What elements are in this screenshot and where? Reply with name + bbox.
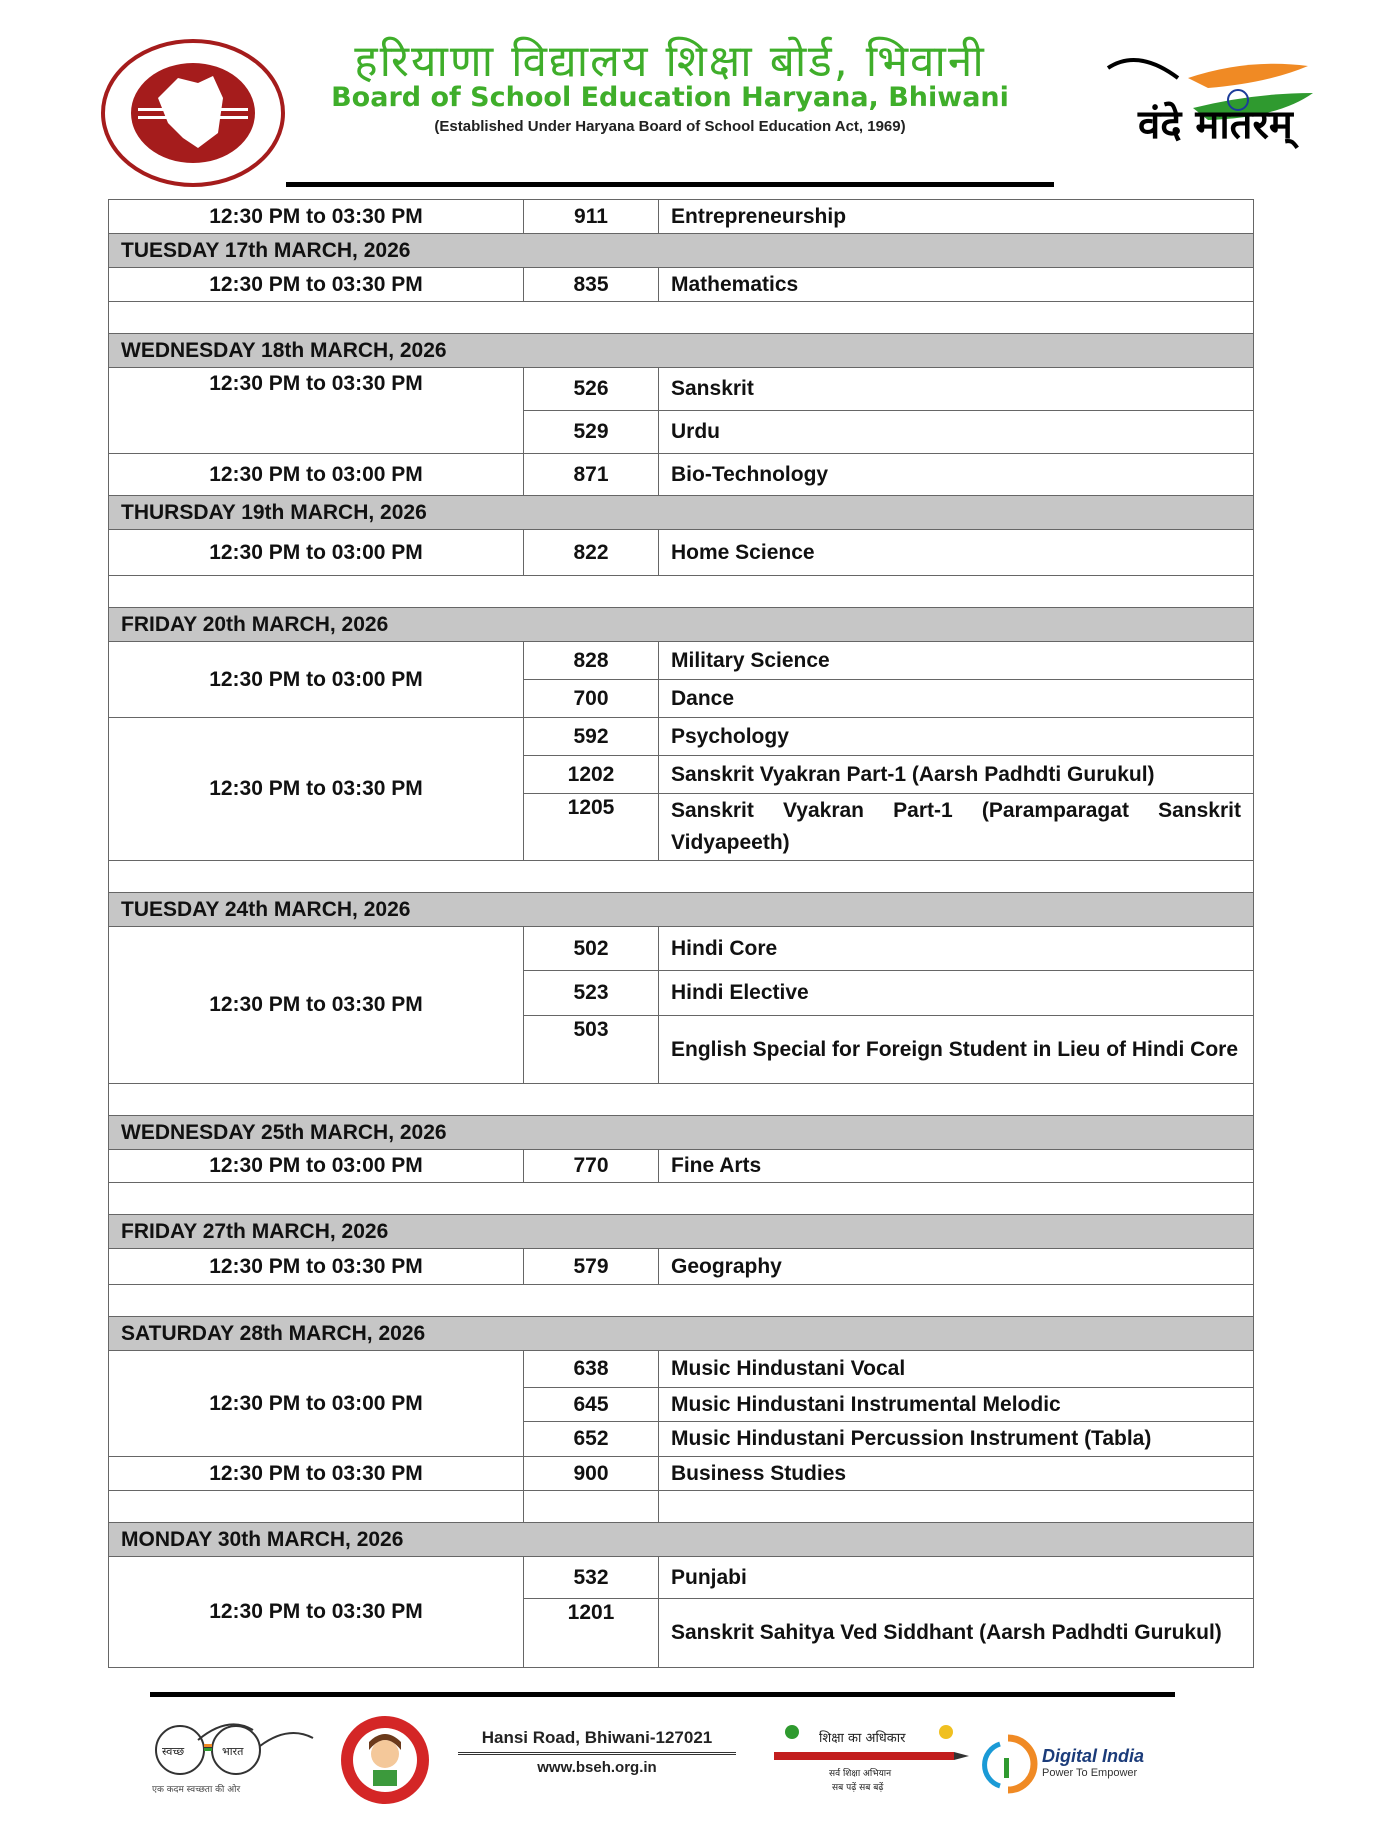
spacer-row bbox=[109, 1491, 1254, 1523]
svg-text:स्वच्छ: स्वच्छ bbox=[162, 1745, 185, 1758]
spacer-cell bbox=[109, 1491, 524, 1523]
day-header: THURSDAY 19th MARCH, 2026 bbox=[109, 496, 1254, 530]
spacer-cell bbox=[109, 1285, 1254, 1317]
subject-name: Sanskrit bbox=[659, 368, 1254, 411]
subject-name: Entrepreneurship bbox=[659, 200, 1254, 234]
exam-row bbox=[109, 454, 1254, 496]
board-title-hindi: हरियाणा विद्यालय शिक्षा बोर्ड, भिवानी bbox=[354, 36, 986, 87]
subject-name: Home Science bbox=[659, 530, 1254, 576]
header-divider bbox=[286, 182, 1054, 187]
exam-time: 12:30 PM to 03:00 PM bbox=[109, 1150, 524, 1183]
subject-name: Sanskrit Vyakran Part-1 (Paramparagat Sanskrit Vidyapeeth) bbox=[659, 794, 1254, 861]
subject-code: 1201 bbox=[524, 1599, 659, 1668]
svg-text:Power To Empower: Power To Empower bbox=[1042, 1767, 1138, 1779]
subject-code: 1202 bbox=[524, 756, 659, 794]
subject-name: Business Studies bbox=[659, 1457, 1254, 1491]
subject-code: 645 bbox=[524, 1388, 659, 1422]
footer-address-block bbox=[458, 1728, 736, 1776]
svg-text:एक कदम स्वच्छता की ओर: एक कदम स्वच्छता की ओर bbox=[152, 1785, 241, 1795]
spacer-cell bbox=[524, 1491, 659, 1523]
subject-name: Sanskrit Vyakran Part-1 (Aarsh Padhdti Gurukul) bbox=[659, 756, 1254, 794]
exam-time: 12:30 PM to 03:30 PM bbox=[109, 200, 524, 234]
exam-time: 12:30 PM to 03:00 PM bbox=[109, 1351, 524, 1457]
day-header: MONDAY 30th MARCH, 2026 bbox=[109, 1523, 1254, 1557]
spacer-row bbox=[109, 302, 1254, 334]
subject-name: Mathematics bbox=[659, 268, 1254, 302]
exam-time: 12:30 PM to 03:30 PM bbox=[109, 1249, 524, 1285]
exam-time: 12:30 PM to 03:30 PM bbox=[109, 718, 524, 861]
svg-text:शिक्षा का अधिकार: शिक्षा का अधिकार bbox=[819, 1731, 906, 1746]
subject-name: Music Hindustani Vocal bbox=[659, 1351, 1254, 1388]
subject-name: Hindi Elective bbox=[659, 971, 1254, 1016]
spacer-row bbox=[109, 1285, 1254, 1317]
subject-name: Urdu bbox=[659, 411, 1254, 454]
subject-code: 828 bbox=[524, 642, 659, 680]
subject-code: 1205 bbox=[524, 794, 659, 861]
day-header: TUESDAY 17th MARCH, 2026 bbox=[109, 234, 1254, 268]
exam-time: 12:30 PM to 03:00 PM bbox=[109, 454, 524, 496]
subject-code: 835 bbox=[524, 268, 659, 302]
spacer-cell bbox=[659, 1491, 1254, 1523]
subject-name: Dance bbox=[659, 680, 1254, 718]
exam-row bbox=[109, 268, 1254, 302]
footer-address: Hansi Road, Bhiwani-127021 bbox=[458, 1728, 736, 1755]
subject-name: Geography bbox=[659, 1249, 1254, 1285]
day-header-row bbox=[109, 1215, 1254, 1249]
exam-time: 12:30 PM to 03:30 PM bbox=[109, 1457, 524, 1491]
svg-text:वंदे मातरम्: वंदे मातरम् bbox=[1138, 102, 1293, 148]
svg-text:Digital India: Digital India bbox=[1042, 1746, 1145, 1766]
exam-row bbox=[109, 642, 1254, 680]
exam-row bbox=[109, 1457, 1254, 1491]
day-header: WEDNESDAY 18th MARCH, 2026 bbox=[109, 334, 1254, 368]
day-header-row bbox=[109, 893, 1254, 927]
swachh-bharat-icon bbox=[148, 1720, 318, 1805]
bseh-emblem-icon bbox=[98, 38, 288, 188]
day-header-row bbox=[109, 334, 1254, 368]
spacer-row bbox=[109, 1183, 1254, 1215]
exam-time: 12:30 PM to 03:30 PM bbox=[109, 268, 524, 302]
footer-divider bbox=[150, 1692, 1175, 1697]
shiksha-ka-adhikar-icon bbox=[764, 1712, 974, 1807]
subject-name: Hindi Core bbox=[659, 927, 1254, 971]
subject-name: Music Hindustani Instrumental Melodic bbox=[659, 1388, 1254, 1422]
day-header-row bbox=[109, 234, 1254, 268]
exam-row bbox=[109, 368, 1254, 411]
subject-code: 638 bbox=[524, 1351, 659, 1388]
exam-time: 12:30 PM to 03:30 PM bbox=[109, 368, 524, 454]
subject-name: Music Hindustani Percussion Instrument (Tabla) bbox=[659, 1422, 1254, 1457]
beti-bachao-icon bbox=[337, 1712, 433, 1813]
exam-row bbox=[109, 1249, 1254, 1285]
day-header-row bbox=[109, 1523, 1254, 1557]
day-header: WEDNESDAY 25th MARCH, 2026 bbox=[109, 1116, 1254, 1150]
exam-row bbox=[109, 718, 1254, 756]
established-note: (Established Under Haryana Board of School Education Act, 1969) bbox=[434, 118, 906, 135]
exam-time: 12:30 PM to 03:00 PM bbox=[109, 642, 524, 718]
subject-code: 770 bbox=[524, 1150, 659, 1183]
svg-text:भारत: भारत bbox=[222, 1745, 244, 1758]
footer-website[interactable]: www.bseh.org.in bbox=[537, 1759, 657, 1776]
svg-text:सर्व शिक्षा अभियान: सर्व शिक्षा अभियान bbox=[829, 1769, 892, 1779]
day-header-row bbox=[109, 1116, 1254, 1150]
exam-row bbox=[109, 927, 1254, 971]
spacer-cell bbox=[109, 302, 1254, 334]
spacer-cell bbox=[109, 1084, 1254, 1116]
exam-time: 12:30 PM to 03:30 PM bbox=[109, 927, 524, 1084]
subject-name: Psychology bbox=[659, 718, 1254, 756]
subject-code: 523 bbox=[524, 971, 659, 1016]
digital-india-icon bbox=[980, 1730, 1170, 1805]
subject-code: 652 bbox=[524, 1422, 659, 1457]
subject-name: Punjabi bbox=[659, 1557, 1254, 1599]
subject-code: 871 bbox=[524, 454, 659, 496]
day-header-row bbox=[109, 1317, 1254, 1351]
day-header: SATURDAY 28th MARCH, 2026 bbox=[109, 1317, 1254, 1351]
spacer-cell bbox=[109, 861, 1254, 893]
subject-code: 700 bbox=[524, 680, 659, 718]
subject-code: 503 bbox=[524, 1016, 659, 1084]
exam-time: 12:30 PM to 03:00 PM bbox=[109, 530, 524, 576]
exam-schedule-table bbox=[108, 199, 1254, 1668]
spacer-cell bbox=[109, 576, 1254, 608]
subject-code: 579 bbox=[524, 1249, 659, 1285]
exam-row bbox=[109, 530, 1254, 576]
subject-code: 529 bbox=[524, 411, 659, 454]
subject-code: 911 bbox=[524, 200, 659, 234]
subject-code: 526 bbox=[524, 368, 659, 411]
day-header: FRIDAY 27th MARCH, 2026 bbox=[109, 1215, 1254, 1249]
day-header: FRIDAY 20th MARCH, 2026 bbox=[109, 608, 1254, 642]
subject-code: 822 bbox=[524, 530, 659, 576]
spacer-row bbox=[109, 861, 1254, 893]
subject-name: Bio-Technology bbox=[659, 454, 1254, 496]
subject-code: 502 bbox=[524, 927, 659, 971]
day-header: TUESDAY 24th MARCH, 2026 bbox=[109, 893, 1254, 927]
exam-row bbox=[109, 1351, 1254, 1388]
day-header-row bbox=[109, 608, 1254, 642]
spacer-row bbox=[109, 576, 1254, 608]
svg-text:सब पढ़ें सब बढ़ें: सब पढ़ें सब बढ़ें bbox=[832, 1783, 884, 1793]
spacer-row bbox=[109, 1084, 1254, 1116]
day-header-row bbox=[109, 496, 1254, 530]
subject-code: 592 bbox=[524, 718, 659, 756]
exam-row bbox=[109, 1150, 1254, 1183]
subject-name: English Special for Foreign Student in Lieu of Hindi Core bbox=[659, 1016, 1254, 1084]
exam-row bbox=[109, 200, 1254, 234]
exam-time: 12:30 PM to 03:30 PM bbox=[109, 1557, 524, 1668]
exam-row bbox=[109, 1557, 1254, 1599]
board-title-english: Board of School Education Haryana, Bhiwani bbox=[331, 82, 1009, 113]
subject-name: Fine Arts bbox=[659, 1150, 1254, 1183]
subject-name: Military Science bbox=[659, 642, 1254, 680]
subject-name: Sanskrit Sahitya Ved Siddhant (Aarsh Padhdti Gurukul) bbox=[659, 1599, 1254, 1668]
subject-code: 900 bbox=[524, 1457, 659, 1491]
spacer-cell bbox=[109, 1183, 1254, 1215]
subject-code: 532 bbox=[524, 1557, 659, 1599]
vande-mataram-icon bbox=[1098, 48, 1318, 168]
